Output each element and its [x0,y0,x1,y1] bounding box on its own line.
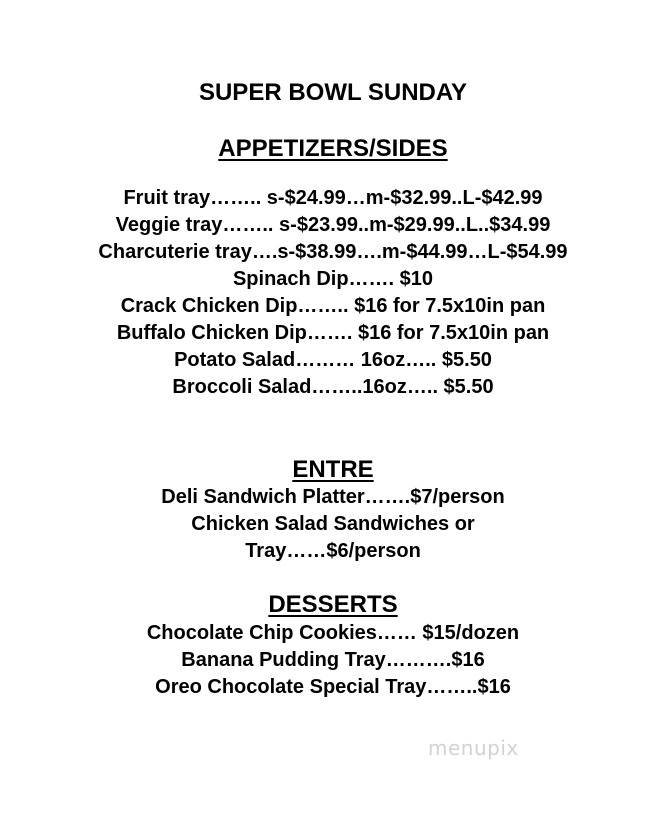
menu-item-chocolate-chip-cookies: Chocolate Chip Cookies…… $15/dozen [146,622,520,644]
appetizers-list [40,185,626,401]
menu-item-banana-pudding-tray: Banana Pudding Tray……….$16 [181,649,485,671]
menu-item-oreo-chocolate-special-tray: Oreo Chocolate Special Tray……..$16 [155,676,511,698]
menu-item-spinach-dip: Spinach Dip……. $10 [232,268,434,290]
menu-item-potato-salad: Potato Salad……… 16oz….. $5.50 [174,349,492,371]
menu-item-buffalo-chicken-dip: Buffalo Chicken Dip……. $16 for 7.5x10in pan [116,322,550,344]
menu-item-broccoli-salad: Broccoli Salad……..16oz….. $5.50 [172,376,494,398]
menupix-watermark: menupix [428,736,519,760]
menu-item-deli-sandwich-platter: Deli Sandwich Platter…….$7/person [161,486,505,508]
appetizers-section-heading [0,134,666,164]
appetizers-heading-text: APPETIZERS/SIDES [218,135,448,162]
entre-list [40,484,626,565]
menu-item-veggie-tray: Veggie tray…….. s-$23.99..m-$29.99..L..$34.99 [115,214,551,236]
menu-item-fruit-tray: Fruit tray…….. s-$24.99…m-$32.99..L-$42.99 [123,187,543,209]
entre-section-heading [0,455,666,485]
menu-item-chicken-salad-sandwiches: Chicken Salad Sandwiches or Tray……$6/person [191,513,475,562]
desserts-heading-text: DESSERTS [268,591,398,618]
entre-heading-text: ENTRE [292,456,374,483]
page-title: SUPER BOWL SUNDAY [198,79,468,106]
desserts-list [40,620,626,701]
menu-item-crack-chicken-dip: Crack Chicken Dip…….. $16 for 7.5x10in pan [120,295,546,317]
menu-item-charcuterie-tray: Charcuterie tray….s-$38.99….m-$44.99…L-$54.99 [98,241,568,263]
desserts-section-heading [0,590,666,620]
